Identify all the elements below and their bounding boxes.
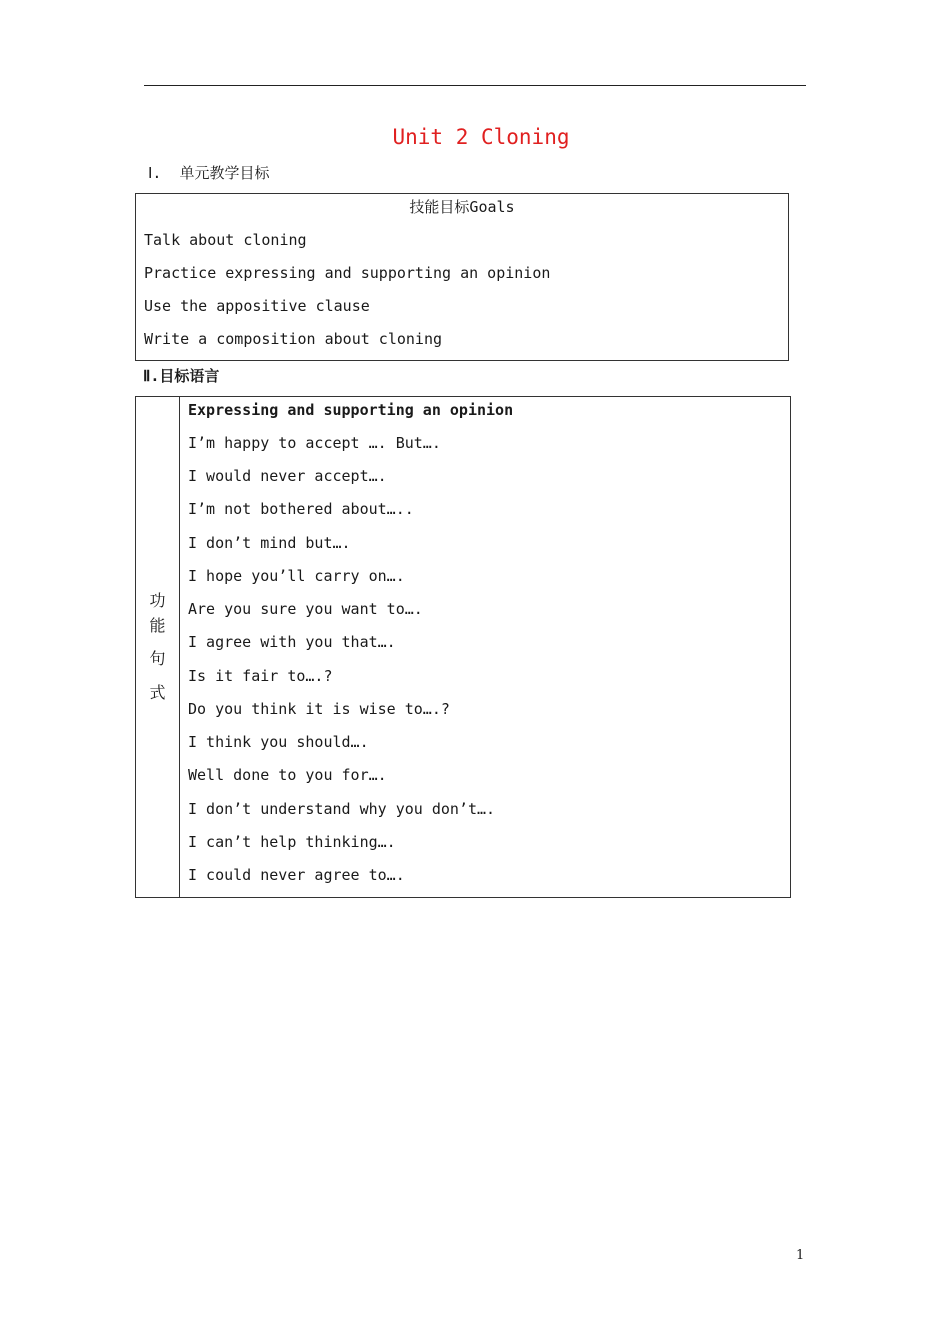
phrase-line: I don’t mind but…. [188,534,351,552]
section-2-heading: Ⅱ.目标语言 [143,367,220,385]
phrase-line: Do you think it is wise to….? [188,700,450,718]
phrase-line: I agree with you that…. [188,633,396,651]
section-1-heading: Ⅰ. 单元教学目标 [148,164,270,182]
phrase-line: I can’t help thinking…. [188,833,396,851]
phrase-line: I think you should…. [188,733,369,751]
phrase-line: I don’t understand why you don’t…. [188,800,496,818]
target-language-table [135,396,791,898]
goal-item: Practice expressing and supporting an opinion [144,264,551,282]
goals-table [135,193,789,361]
phrase-line: Is it fair to….? [188,667,333,685]
phrase-line: Well done to you for…. [188,766,387,784]
goals-table-header: 技能目标Goals [409,198,515,216]
phrase-line: I could never agree to…. [188,866,405,884]
goal-item: Talk about cloning [144,231,307,249]
document-title: Unit 2 Cloning [392,125,570,149]
phrase-line: I would never accept…. [188,467,387,485]
phrase-line: Are you sure you want to…. [188,600,423,618]
row-label-char: 式 [149,683,166,702]
phrase-line: I’m happy to accept …. But…. [188,434,441,452]
phrase-line: I hope you’ll carry on…. [188,567,405,585]
language-heading: Expressing and supporting an opinion [188,401,514,419]
row-label-char: 功 [149,591,166,610]
row-label-char: 句 [149,649,166,668]
page-number: 1 [796,1248,805,1263]
table-column-divider [179,397,180,897]
header-rule [144,85,806,86]
goal-item: Write a composition about cloning [144,330,443,348]
goal-item: Use the appositive clause [144,297,370,315]
row-label-char: 能 [149,616,166,635]
phrase-line: I’m not bothered about….. [188,500,414,518]
